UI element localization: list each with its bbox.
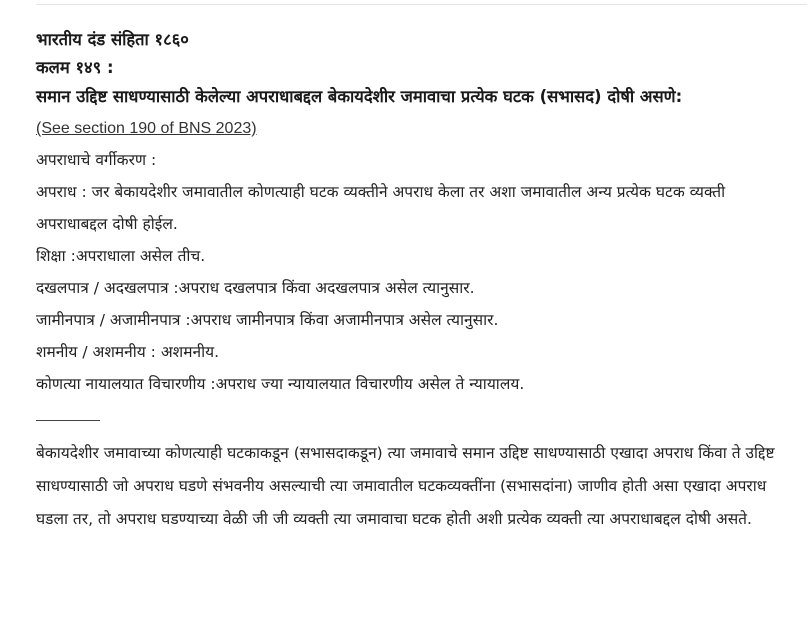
classification-punishment: शिक्षा :अपराधाला असेल तीच. (36, 247, 206, 265)
bns-reference-link[interactable]: (See section 190 of BNS 2023) (36, 120, 257, 137)
top-divider (36, 4, 807, 5)
section-divider (36, 420, 100, 421)
section-label: कलम १४९ : (36, 58, 114, 77)
section-heading: समान उद्दिष्ट साधण्यासाठी केलेल्या अपराधाबद्दल बेकायदेशीर जमावाचा प्रत्येक घटक (सभासद) दोषी असणे: (36, 87, 683, 106)
classification-compoundable: शमनीय / अशमनीय : अशमनीय. (36, 343, 220, 361)
classification-heading: अपराधाचे वर्गीकरण : (36, 151, 157, 169)
classification-court: कोणत्या नायालयात विचारणीय :अपराध ज्या न्यायालयात विचारणीय असेल ते न्यायालय. (36, 375, 525, 393)
classification-bailable: जामीनपात्र / अजामीनपात्र :अपराध जामीनपात्र किंवा अजामीनपात्र असेल त्यानुसार. (36, 311, 499, 329)
classification-offence: अपराध : जर बेकायदेशीर जमावातील कोणत्याही घटक व्यक्तीने अपराध केला तर अशा जमावातील अन्य प्रत्येक घटक व्यक्ती अपराधाबद्दल दोषी होईल. (36, 183, 726, 233)
classification-cognizable: दखलपात्र / अदखलपात्र :अपराध दखलपात्र किंवा अदखलपात्र असेल त्यानुसार. (36, 279, 475, 297)
section-body-paragraph: बेकायदेशीर जमावाच्या कोणत्याही घटकाकडून (सभासदाकडून) त्या जमावाचे समान उद्दिष्ट साधण्यासाठी एखादा अपराध किंवा ते उद्दिष्ट साधण्यासाठी जो अपराध घडणे संभवनीय असल्याची त्या जमावातील घटकव्यक्तींना (सभासदांना) जाणीव होती असा एखादा अपराध घडला तर, तो अपराध घडण्याच्या वेळी जी जी व्यक्ती त्या जमावाचा घटक होती अशी प्रत्येक व्यक्ती त्या अपराधाबद्दल दोषी असते. (36, 444, 775, 528)
section-content (36, 26, 796, 536)
act-title: भारतीय दंड संहिता १८६० (36, 30, 189, 49)
